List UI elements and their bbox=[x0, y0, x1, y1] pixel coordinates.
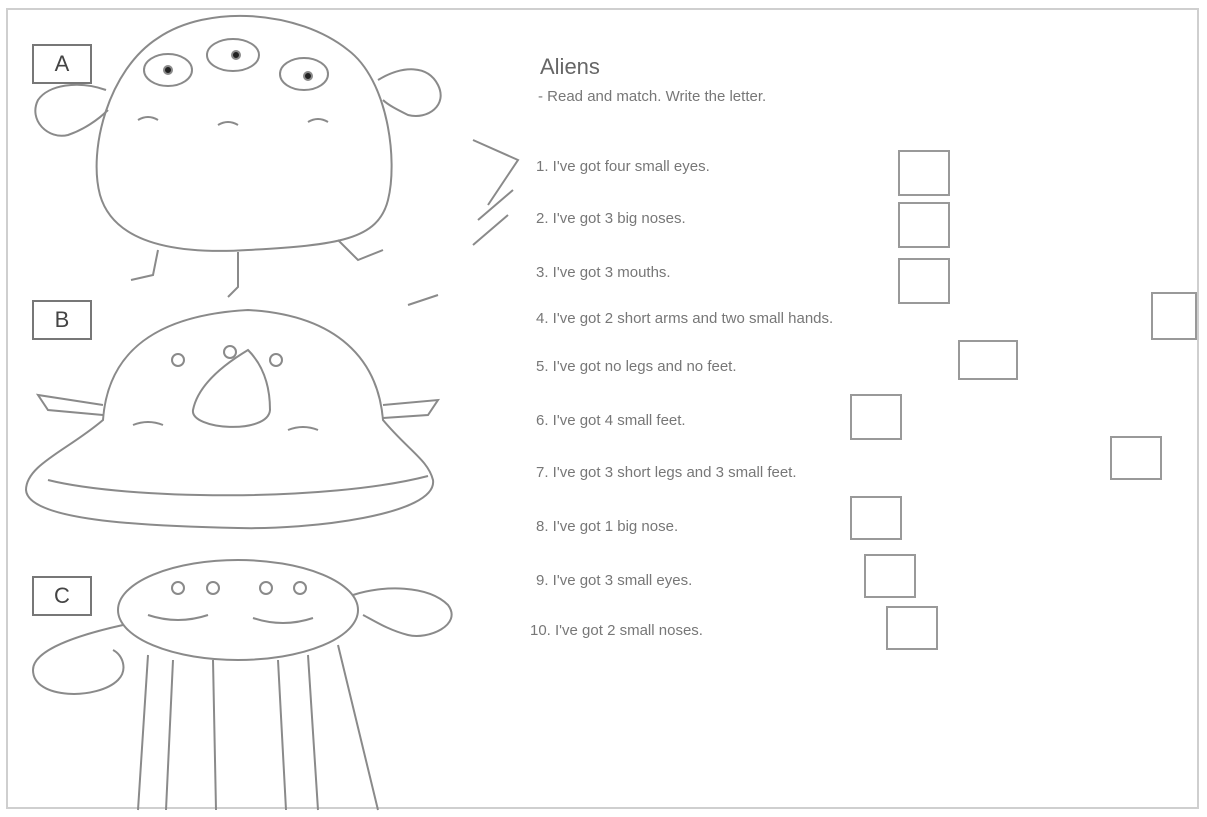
answer-box-8[interactable] bbox=[850, 496, 902, 540]
answer-box-3[interactable] bbox=[898, 258, 950, 304]
worksheet-title: Aliens bbox=[540, 54, 600, 79]
answer-box-6[interactable] bbox=[850, 394, 902, 440]
alien-illustrations bbox=[8, 10, 1201, 811]
statement-4: 4. I've got 2 short arms and two small hands. bbox=[536, 310, 834, 327]
statement-10: 10. I've got 2 small noses. bbox=[530, 622, 703, 639]
answer-box-5[interactable] bbox=[958, 340, 1018, 380]
statement-9: 9. I've got 3 small eyes. bbox=[536, 572, 693, 589]
worksheet-instructions: - Read and match. Write the letter. bbox=[538, 88, 767, 105]
answer-box-7[interactable] bbox=[1110, 436, 1162, 480]
answer-box-4[interactable] bbox=[1151, 292, 1197, 340]
alien-label-c: C bbox=[32, 576, 92, 616]
alien-c-drawing bbox=[33, 560, 452, 810]
alien-label-b: B bbox=[32, 300, 92, 340]
statement-1: 1. I've got four small eyes. bbox=[536, 158, 710, 175]
alien-label-a: A bbox=[32, 44, 92, 84]
answer-box-10[interactable] bbox=[886, 606, 938, 650]
statement-6: 6. I've got 4 small feet. bbox=[536, 412, 686, 429]
statement-3: 3. I've got 3 mouths. bbox=[536, 264, 671, 281]
worksheet bbox=[6, 8, 1199, 809]
statement-7: 7. I've got 3 short legs and 3 small feet. bbox=[536, 464, 797, 481]
statement-2: 2. I've got 3 big noses. bbox=[536, 210, 686, 227]
answer-box-2[interactable] bbox=[898, 202, 950, 248]
alien-a-drawing bbox=[35, 16, 518, 297]
answer-box-9[interactable] bbox=[864, 554, 916, 598]
statement-8: 8. I've got 1 big nose. bbox=[536, 518, 679, 535]
statement-5: 5. I've got no legs and no feet. bbox=[536, 358, 737, 375]
answer-box-1[interactable] bbox=[898, 150, 950, 196]
